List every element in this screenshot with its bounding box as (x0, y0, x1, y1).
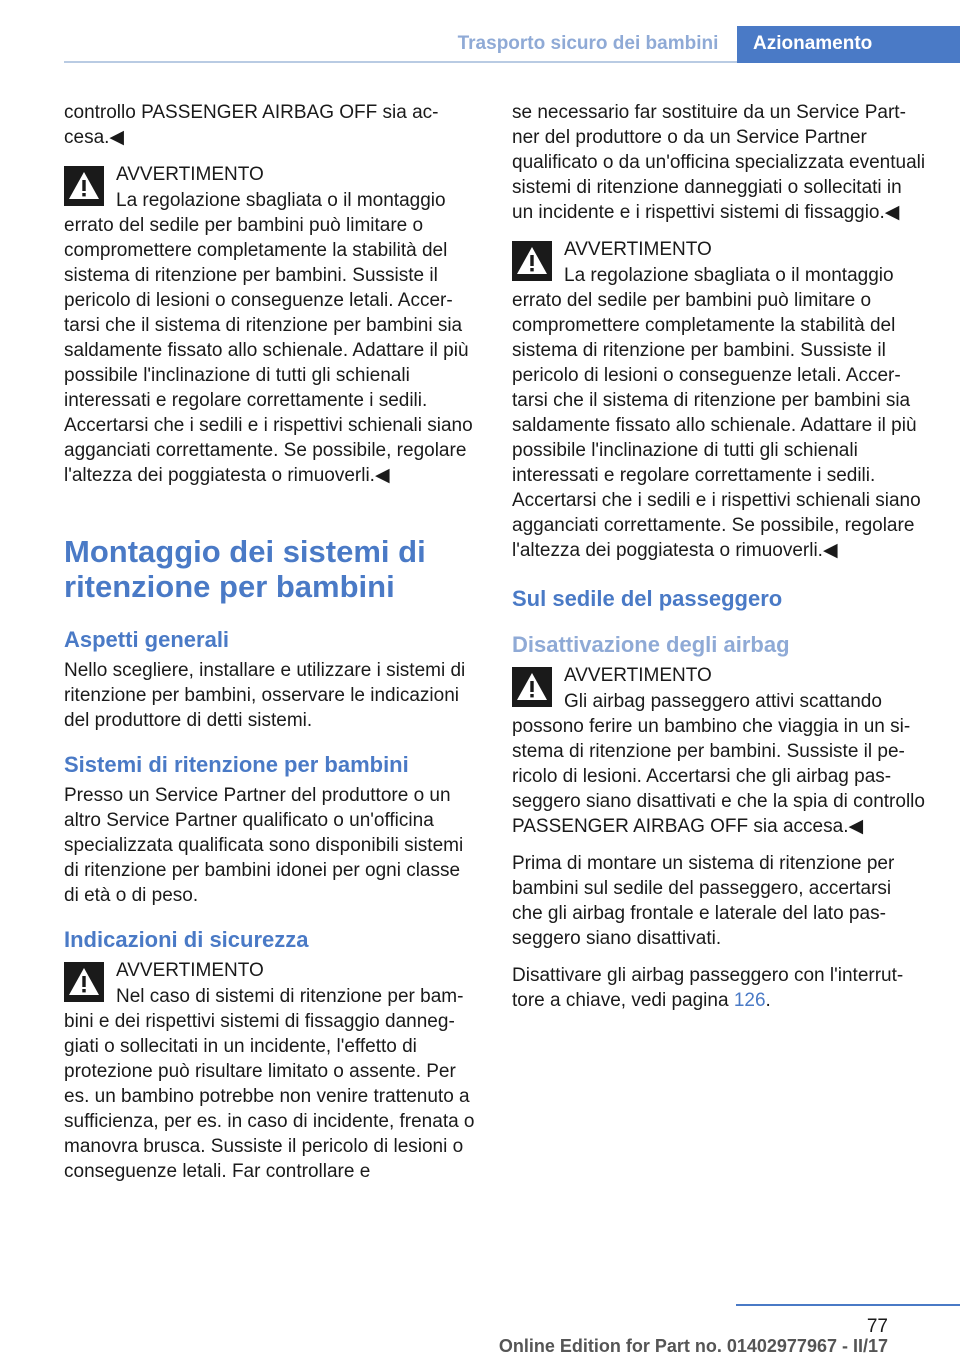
warning-triangle-icon (512, 241, 552, 281)
intro-text: controllo PASSENGER AIRBAG OFF sia accesa.◀ (64, 102, 439, 148)
deactivate-text: Disattivare gli airbag passeggero con l'interruttore a chiave, vedi pagina (512, 965, 904, 1011)
page-number: 77 (866, 1316, 888, 1337)
warning-triangle-icon (64, 166, 104, 206)
warning-title: AVVERTIMENTO (564, 665, 712, 686)
continuation-text: se necessario far sostituire da un Service Partner del produttore o da un Service Partner qualificato o da un'officina specializzata eventuali sistemi di ritenzione danneggiati o sollecitati in un incidente e i rispettivi sistemi di fissaggio.◀ (512, 102, 926, 223)
footer-edition: Online Edition for Part no. 01402977967 - II/17 (498, 1336, 888, 1356)
systems-text: Presso un Service Partner del produttore o un altro Service Partner qualificato o un'officina specializzata qualificata sono disponibili sistemi di ritenzione per bambini idonei per ogni classe di età o di peso. (64, 785, 464, 906)
general-text: Nello scegliere, installare e utilizzare i sistemi di ritenzione per bambini, osservare le indicazioni del produttore di detti sistemi. (64, 660, 466, 731)
heading-airbag-deactivation: Disattivazione degli airbag (512, 632, 790, 657)
warning-block (512, 663, 926, 839)
warning-title: AVVERTIMENTO (116, 164, 264, 185)
header-chapter-tab: Azionamento (737, 26, 960, 63)
heading-safety: Indicazioni di sicurezza (64, 927, 309, 952)
footer-rule (736, 1304, 960, 1306)
page-reference-link[interactable]: 126 (733, 990, 766, 1011)
before-mounting-text: Prima di montare un sistema di ritenzione per bambini sul sedile del passeggero, accertarsi che gli airbag frontale e laterale del lato passeggero siano disattivati. (512, 853, 895, 949)
heading-systems: Sistemi di ritenzione per bambini (64, 752, 409, 777)
warning-text: Gli airbag passeggero attivi scattando possono ferire un bambino che viaggia in un sistema di ritenzione per bambini. Sussiste il pericolo di lesioni. Accertarsi che gli airbag passeggero siano disattivati e che la spia di controllo PASSENGER AIRBAG OFF sia accesa.◀ (512, 691, 925, 837)
deactivate-end: . (765, 990, 771, 1011)
warning-title: AVVERTIMENTO (564, 239, 712, 260)
warning-triangle-icon (64, 962, 104, 1002)
deactivate-paragraph (512, 963, 926, 1013)
warning-triangle-icon (512, 667, 552, 707)
warning-text: La regolazione sbagliata o il montaggio errato del sedile per bambini può limitare o compromettere completamente la stabilità del sistema di ritenzione per bambini. Sussiste il pericolo di lesioni o conseguenze letali. Accertarsi che il sistema di ritenzione per bambini sia saldamente fissato allo schienale. Adattare il più possibile l'inclinazione di tutti gli schienali interessati e regolare correttamente i sedili. Accertarsi che i sedili e i rispettivi schienali siano agganciati correttamente. Se possibile, regolare l'altezza dei poggiatesta o rimuoverli.◀ (512, 265, 921, 561)
main-heading: Montaggio dei sistemi di ritenzione per bambini (64, 534, 426, 604)
right-column (512, 100, 926, 1025)
heading-passenger-seat: Sul sedile del passeggero (512, 586, 783, 611)
left-column (64, 100, 478, 1196)
warning-block (64, 162, 478, 488)
warning-text: Nel caso di sistemi di ritenzione per bambini e dei rispettivi sistemi di fissaggio danneggiati o sollecitati in un incidente, l'effetto di protezione può risultare limitato o assente. Per es. un bambino potrebbe non venire trattenuto a sufficienza, per es. in caso di incidente, frenata o manovra brusca. Sussiste il pericolo di lesioni o conseguenze letali. Far controllare e (64, 986, 475, 1182)
header-section-title: Trasporto sicuro dei bambini (457, 33, 719, 54)
warning-text: La regolazione sbagliata o il montaggio errato del sedile per bambini può limitare o compromettere completamente la stabilità del sistema di ritenzione per bambini. Sussiste il pericolo di lesioni o conseguenze letali. Accertarsi che il sistema di ritenzione per bambini sia saldamente fissato allo schienale. Adattare il più possibile l'inclinazione di tutti gli schienali interessati e regolare correttamente i sedili. Accertarsi che i sedili e i rispettivi schienali siano agganciati correttamente. Se possibile, regolare l'altezza dei poggiatesta o rimuoverli.◀ (64, 190, 473, 486)
warning-block (64, 958, 478, 1184)
warning-block (512, 237, 926, 563)
warning-title: AVVERTIMENTO (116, 960, 264, 981)
heading-general: Aspetti generali (64, 627, 230, 652)
